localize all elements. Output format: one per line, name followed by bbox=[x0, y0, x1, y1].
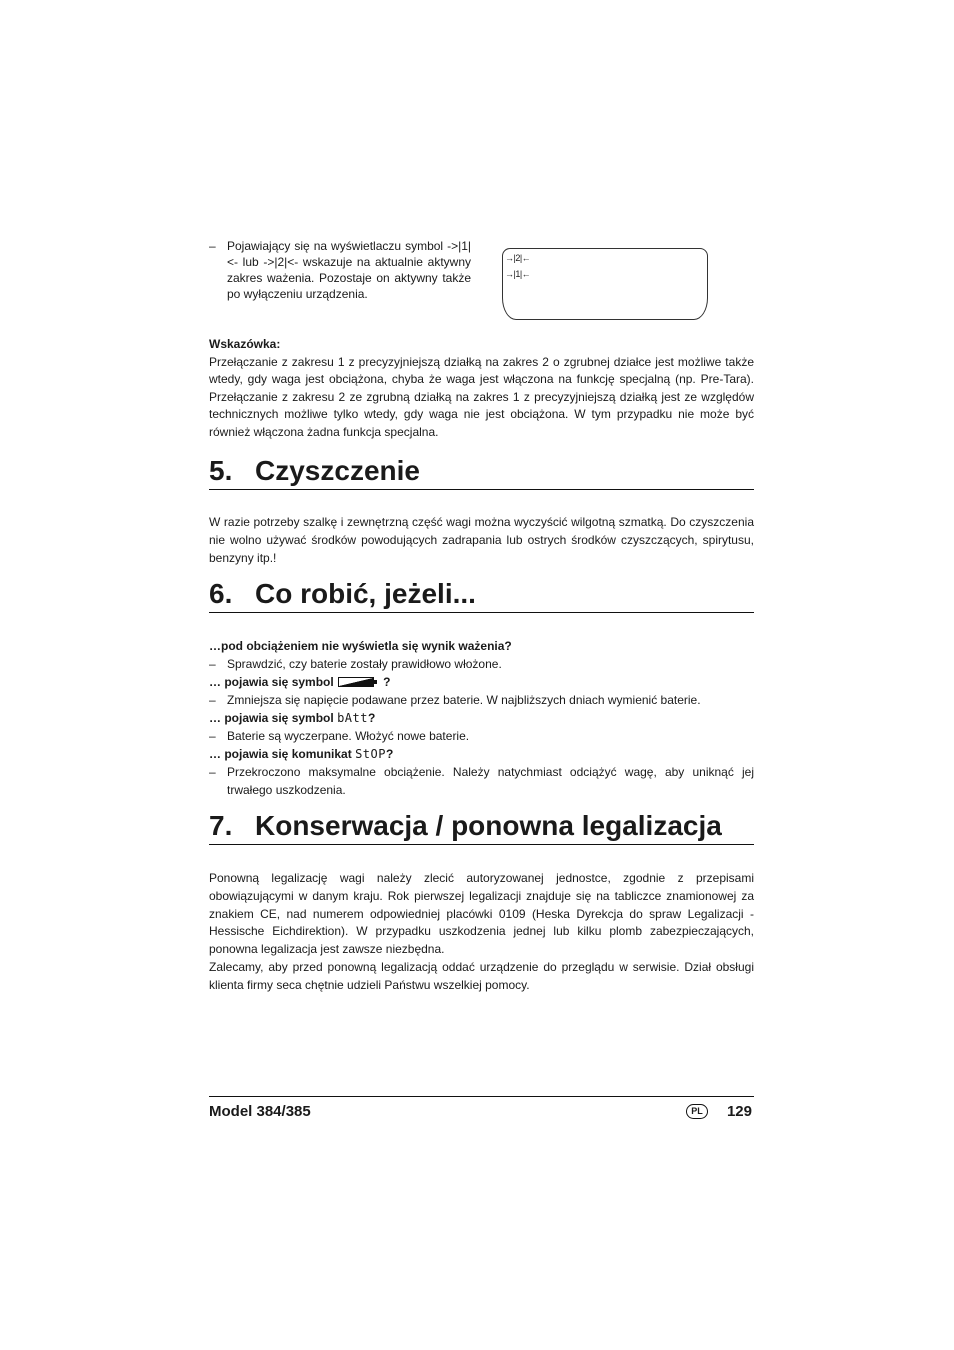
section-7-paragraph-1: Ponowną legalizację wagi należy zlecić autoryzowanej jednostce, zgodnie z przepisami obowiązującymi w danym kraju. Rok pierwszej legalizacji znajduje się na tabliczce znamionowej za znakiem CE, nad numerem odpowiedniej placówki 0109 (Heska Dyrekcja do spraw Legalizacji - Hessische Eichdirektion). W przypadku uszkodzenia jednej lub kilku plomb zabezpieczających, ponowna legalizacja jest zawsze niezbędna. bbox=[209, 871, 754, 957]
section-number: 5. bbox=[209, 455, 233, 486]
bullet-dash: – bbox=[209, 239, 216, 253]
section-7-body bbox=[209, 870, 754, 995]
range-2-indicator: →|2|← bbox=[505, 253, 531, 263]
question-mark: ? bbox=[385, 747, 394, 761]
question-mark: ? bbox=[383, 675, 391, 689]
page-footer bbox=[209, 1096, 754, 1123]
footer-model: Model 384/385 bbox=[209, 1103, 311, 1120]
low-battery-icon bbox=[338, 677, 374, 687]
stop-code: StOP bbox=[355, 747, 386, 761]
question-text: … pojawia się symbol bbox=[209, 711, 334, 725]
note-body: Przełączanie z zakresu 1 z precyzyjniejszą działką na zakres 2 o zgrubnej działce jest możliwe także wtedy, gdy waga jest obciążona, chyba że waga jest włączona na funkcję specjalną (np. Pre-Tara). Przełączanie z zakresu 2 ze zgrubną działką na zakres 1 z precyzyjniejszą działką jest ze względów technicznych możliwe tylko wtedy, gdy waga nie jest obciążona. W tym przypadku nie może być również włączona żadna funkcja specjalna. bbox=[209, 354, 754, 439]
range-1-indicator: →|1|← bbox=[505, 269, 531, 279]
section-5-body: W razie potrzeby szalkę i zewnętrzną część wagi można wyczyścić wilgotną szmatką. Do czyszczenia nie wolno używać środków powodujących zadrapania lub ostrych środków czyszczących, spirytusu, benzyny itp.! bbox=[209, 515, 754, 565]
bullet-dash: – bbox=[209, 729, 216, 743]
section-7-paragraph-2: Zalecamy, aby przed ponowną legalizacją oddać urządzenie do przeglądu w serwisie. Dział obsługi klienta firmy seca chętnie udzieli Państwu wszelkiej pomocy. bbox=[209, 959, 754, 992]
section-title: Czyszczenie bbox=[255, 455, 420, 486]
scale-display-illustration bbox=[502, 248, 708, 320]
question-text: … pojawia się symbol bbox=[209, 675, 334, 689]
document-page bbox=[209, 0, 754, 1350]
answer-text: Przekroczono maksymalne obciążenie. Należy natychmiast odciążyć wagę, aby uniknąć jej trwałego uszkodzenia. bbox=[227, 765, 754, 797]
answer-text: Baterie są wyczerpane. Włożyć nowe baterie. bbox=[227, 729, 470, 743]
question-2 bbox=[209, 673, 754, 691]
intro-bullet bbox=[209, 238, 471, 302]
answer-2 bbox=[209, 691, 754, 709]
bullet-dash: – bbox=[209, 657, 216, 671]
question-mark: ? bbox=[367, 711, 376, 725]
section-title: Konserwacja / ponowna legalizacja bbox=[255, 810, 722, 841]
question-3 bbox=[209, 709, 754, 727]
batt-code: bAtt bbox=[337, 711, 368, 725]
page-number: 129 bbox=[726, 1103, 752, 1120]
section-5-heading bbox=[209, 455, 754, 490]
question-4 bbox=[209, 745, 754, 763]
intro-text: Pojawiający się na wyświetlaczu symbol ->|1|<- lub ->|2|<- wskazuje na aktualnie aktywny zakres ważenia. Pozostaje on aktywny także po wyłączeniu urządzenia. bbox=[227, 239, 471, 301]
question-1: …pod obciążeniem nie wyświetla się wynik ważenia? bbox=[209, 639, 512, 653]
bullet-dash: – bbox=[209, 693, 216, 707]
language-badge: PL bbox=[686, 1104, 708, 1119]
question-text: … pojawia się komunikat bbox=[209, 747, 352, 761]
answer-3 bbox=[209, 727, 754, 745]
section-number: 7. bbox=[209, 810, 233, 841]
note-title: Wskazówka: bbox=[209, 337, 281, 351]
answer-text: Sprawdzić, czy baterie zostały prawidłowo włożone. bbox=[227, 657, 502, 671]
note-block bbox=[209, 336, 754, 442]
troubleshooting-list bbox=[209, 637, 754, 799]
section-number: 6. bbox=[209, 578, 233, 609]
bullet-dash: – bbox=[209, 765, 216, 779]
answer-text: Zmniejsza się napięcie podawane przez baterie. W najbliższych dniach wymienić baterie. bbox=[227, 693, 701, 707]
answer-4 bbox=[209, 763, 754, 799]
answer-1 bbox=[209, 655, 754, 673]
section-title: Co robić, jeżeli... bbox=[255, 578, 476, 609]
section-6-heading bbox=[209, 578, 754, 613]
section-7-heading bbox=[209, 810, 754, 845]
